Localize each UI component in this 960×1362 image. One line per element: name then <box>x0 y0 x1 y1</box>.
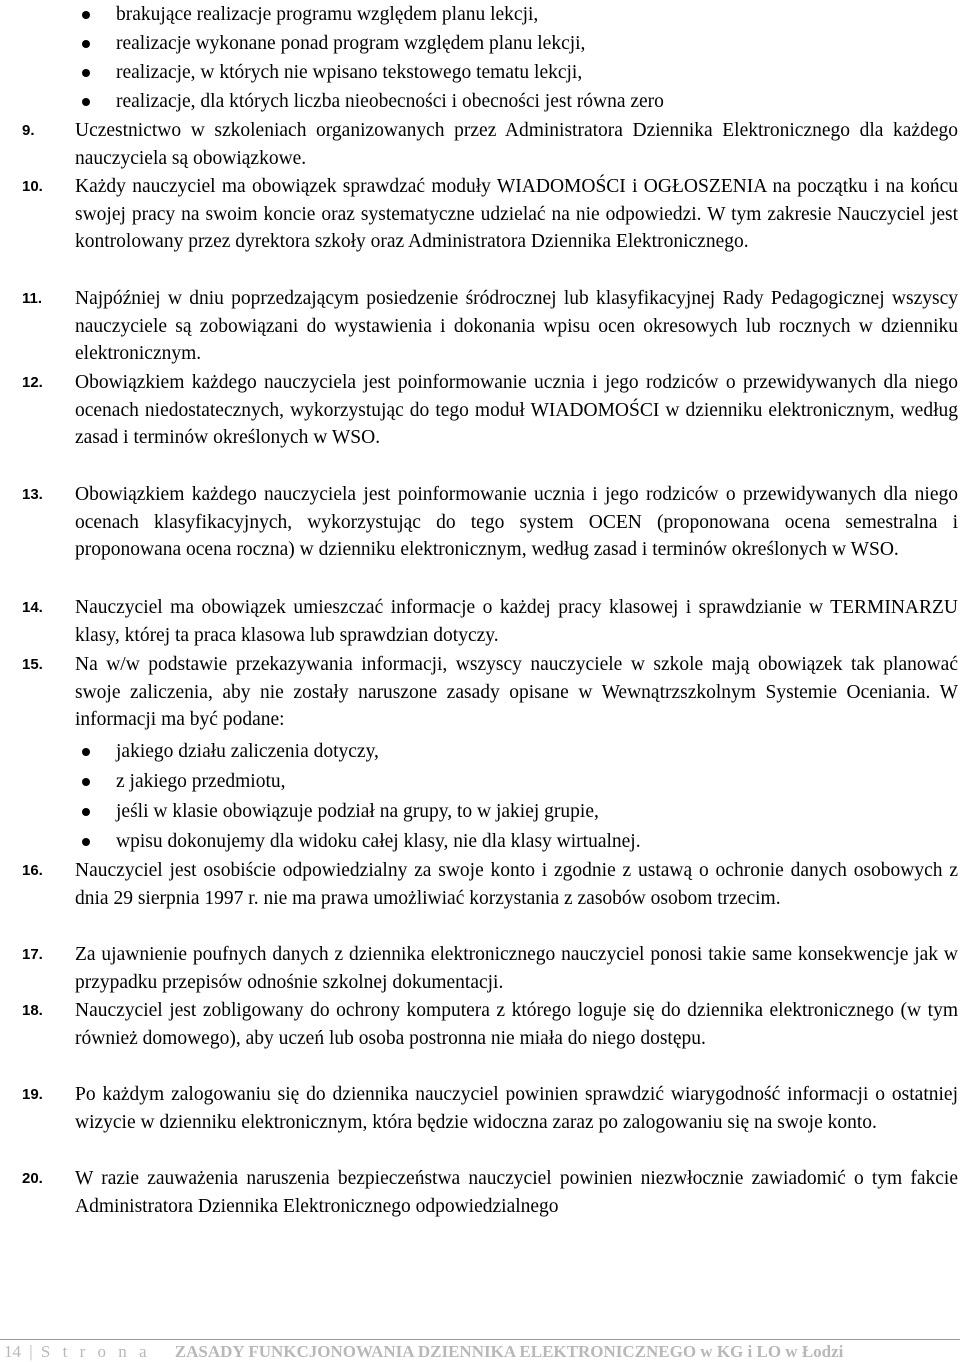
list-item: jeśli w klasie obowiązuje podział na grupy, to w jakiej grupie, <box>0 797 960 827</box>
item-text: Nauczyciel jest zobligowany do ochrony komputera z którego loguje się do dziennika elektronicznego (w tym również domowego), aby uczeń lub osoba postronna nie miała do niego dostępu. <box>75 1000 958 1049</box>
item-text: Każdy nauczyciel ma obowiązek sprawdzać moduły WIADOMOŚCI i OGŁOSZENIA na początku i na końcu swojej pracy na swoim koncie oraz systematyczne udzielać na nie odpowiedzi. W tym zakresie Nauczyciel jest kontrolowany przez dyrektora szkoły oraz Administratora Dziennika Elektronicznego. <box>75 176 958 253</box>
item-number: 17. <box>22 946 43 963</box>
list-item: realizacje, dla których liczba nieobecności i obecności jest równa zero <box>0 87 960 116</box>
numbered-item-15 <box>0 651 960 734</box>
item-number: 11. <box>22 290 43 307</box>
item-number: 18. <box>22 1002 43 1019</box>
page-word: S t r o n a <box>40 1342 151 1361</box>
item-text: Najpóźniej w dniu poprzedzającym posiedzenie śródrocznej lub klasyfikacyjnej Rady Pedagogicznej wszyscy nauczyciele są zobowiązani do wystawienia i dokonania wpisu ocen okresowych lub rocznych w dzienniku elektronicznym. <box>75 288 958 365</box>
page-number: 14 <box>4 1342 21 1361</box>
list-item: realizacje wykonane ponad program względem planu lekcji, <box>0 29 960 58</box>
item-text: Na w/w podstawie przekazywania informacji, wszyscy nauczyciele w szkole mają obowiązek tak planować swoje zaliczenia, aby nie zostały naruszone zasady opisane w Wewnątrzszkolnym Systemie Oceniania. W informacji ma być podane: <box>75 654 958 731</box>
numbered-item-13 <box>0 481 960 564</box>
numbered-item-17 <box>0 941 960 996</box>
footer-separator: | <box>29 1342 33 1361</box>
numbered-item-10 <box>0 173 960 256</box>
item-number: 10. <box>22 178 43 195</box>
item-number: 12. <box>22 374 43 391</box>
numbered-item-9 <box>0 117 960 172</box>
item-number: 16. <box>22 862 43 879</box>
numbered-item-16 <box>0 857 960 912</box>
list-item: jakiego działu zaliczenia dotyczy, <box>0 737 960 767</box>
item-text: W razie zauważenia naruszenia bezpieczeństwa nauczyciel powinien niezwłocznie zawiadomić o tym fakcie Administratora Dziennika Elektronicznego odpowiedzialnego <box>75 1168 958 1217</box>
bullet-icon <box>82 838 90 846</box>
item-text: Obowiązkiem każdego nauczyciela jest poinformowanie ucznia i jego rodziców o przewidywanych dla niego ocenach klasyfikacyjnych, wykorzystując do tego system OCEN (proponowana ocena semestralna i proponowana ocena roczna) w dzienniku elektronicznym, według zasad i terminów określonych w WSO. <box>75 484 958 561</box>
item-number: 15. <box>22 656 43 673</box>
numbered-item-12 <box>0 369 960 452</box>
page-footer <box>0 1339 960 1362</box>
bullet-icon <box>82 778 90 786</box>
item-text: Po każdym zalogowaniu się do dziennika nauczyciel powinien sprawdzić wiarygodność informacji o ostatniej wizycie w dzienniku elektronicznym, która będzie widoczna zaraz po zalogowaniu się na swoje konto. <box>75 1084 958 1133</box>
numbered-item-11 <box>0 285 960 368</box>
item-number: 20. <box>22 1170 43 1187</box>
footer-title: ZASADY FUNKCJONOWANIA DZIENNIKA ELEKTRONICZNEGO w KG i LO w Łodzi <box>174 1342 844 1361</box>
item-number: 13. <box>22 486 43 503</box>
item-number: 14. <box>22 599 43 616</box>
numbered-item-18 <box>0 997 960 1052</box>
item-text: Nauczyciel ma obowiązek umieszczać informacje o każdej pracy klasowej i sprawdzianie w TERMINARZU klasy, której ta praca klasowa lub sprawdzian dotyczy. <box>75 597 958 646</box>
numbered-item-19 <box>0 1081 960 1136</box>
bullet-icon <box>82 40 90 48</box>
numbered-item-14 <box>0 594 960 649</box>
list-item: z jakiego przedmiotu, <box>0 767 960 797</box>
item-text: Uczestnictwo w szkoleniach organizowanych przez Administratora Dziennika Elektronicznego dla każdego nauczyciela są obowiązkowe. <box>75 120 958 169</box>
item-text: Za ujawnienie poufnych danych z dziennika elektronicznego nauczyciel ponosi takie same konsekwencje jak w przypadku przepisów odnośnie szkolnej dokumentacji. <box>75 944 958 993</box>
item-text: Nauczyciel jest osobiście odpowiedzialny za swoje konto i zgodnie z ustawą o ochronie danych osobowych z dnia 29 sierpnia 1997 r. nie ma prawa umożliwiać korzystania z zasobów osobom trzecim. <box>75 860 958 909</box>
numbered-item-20 <box>0 1165 960 1220</box>
bullet-icon <box>82 748 90 756</box>
bullet-icon <box>82 808 90 816</box>
top-bullet-list <box>0 0 960 116</box>
item-15-bullet-list <box>0 737 960 857</box>
item-number: 9. <box>22 122 35 139</box>
list-item: realizacje, w których nie wpisano tekstowego tematu lekcji, <box>0 58 960 87</box>
item-number: 19. <box>22 1086 43 1103</box>
list-item: brakujące realizacje programu względem planu lekcji, <box>0 0 960 29</box>
bullet-icon <box>82 98 90 106</box>
list-item: wpisu dokonujemy dla widoku całej klasy, nie dla klasy wirtualnej. <box>0 827 960 857</box>
item-text: Obowiązkiem każdego nauczyciela jest poinformowanie ucznia i jego rodziców o przewidywanych dla niego ocenach niedostatecznych, wykorzystując do tego moduł WIADOMOŚCI w dzienniku elektronicznym, według zasad i terminów określonych w WSO. <box>75 372 958 449</box>
bullet-icon <box>82 11 90 19</box>
bullet-icon <box>82 69 90 77</box>
